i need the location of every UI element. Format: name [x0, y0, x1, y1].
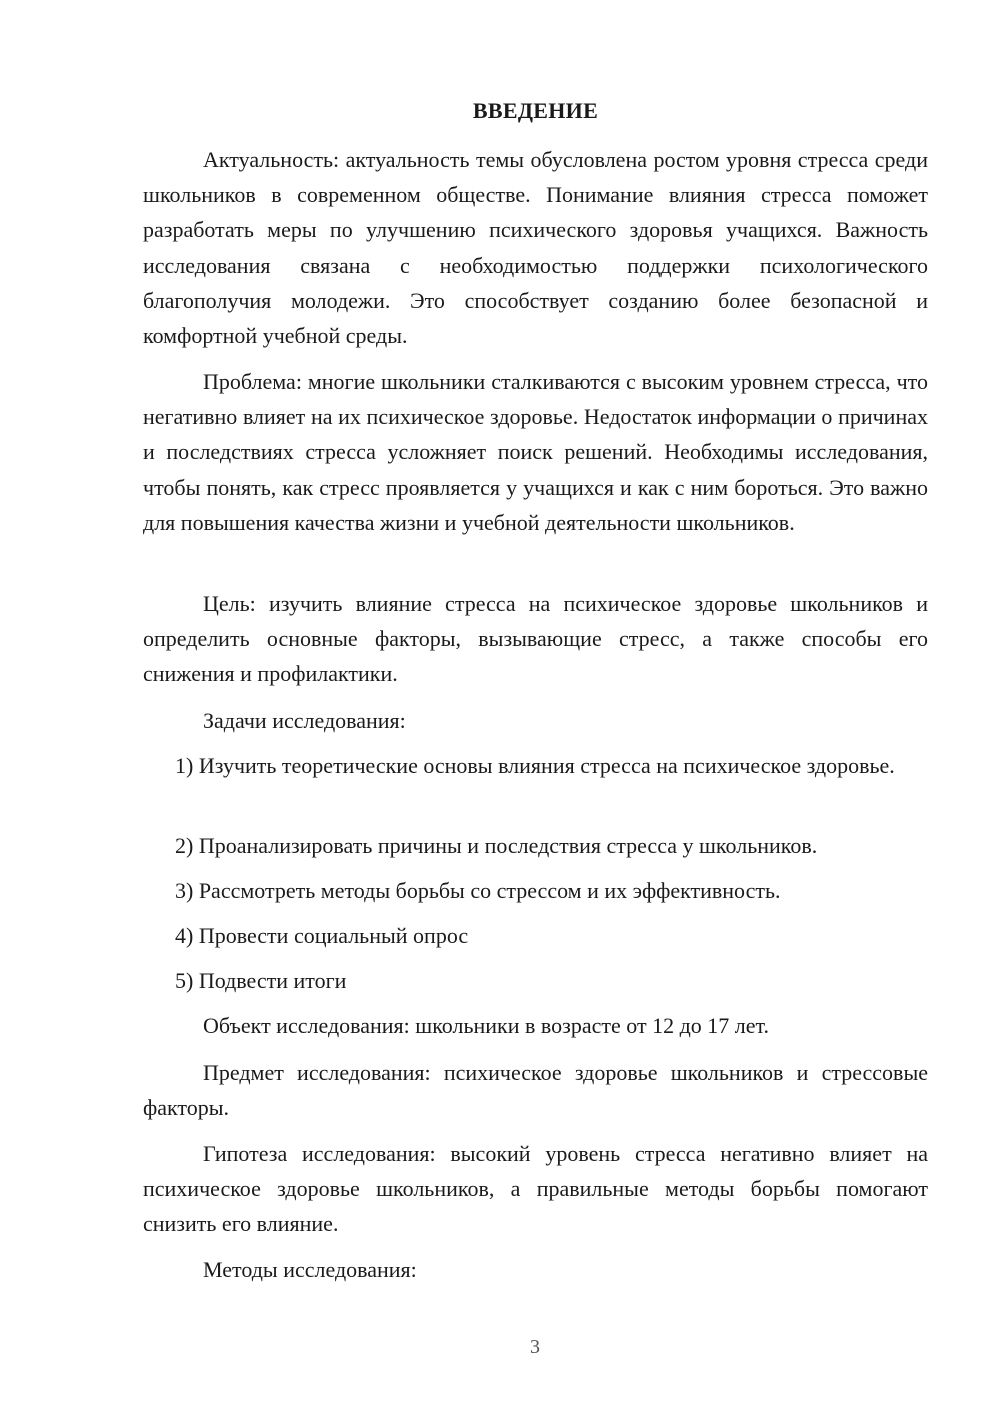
- hypothesis-paragraph: Гипотеза исследования: высокий уровень стресса негативно влияет на психическое здоровье школьников, а правильные методы борьбы помогают снизить его влияние.: [143, 1141, 928, 1237]
- subject-paragraph: Предмет исследования: психическое здоровье школьников и стрессовые факторы.: [143, 1060, 928, 1121]
- relevance-paragraph: Актуальность: актуальность темы обусловлена ростом уровня стресса среди школьников в современном обществе. Понимание влияния стресса поможет разработать меры по улучшению психического здоровья учащихся. Важность исследования связана с необходимостью поддержки психологического благополучия молодежи. Это способствует созданию более безопасной и комфортной учебной среды.: [143, 147, 928, 349]
- goal-paragraph: Цель: изучить влияние стресса на психическое здоровье школьников и определить основные факторы, вызывающие стресс, а также способы его снижения и профилактики.: [143, 591, 928, 687]
- task-item-1: 1) Изучить теоретические основы влияния стресса на психическое здоровье.: [175, 753, 895, 778]
- page-number: 3: [530, 1336, 540, 1358]
- task-item-3: 3) Рассмотреть методы борьбы со стрессом и их эффективность.: [175, 878, 781, 903]
- object-paragraph: Объект исследования: школьники в возрасте от 12 до 17 лет.: [203, 1013, 769, 1038]
- tasks-heading: Задачи исследования:: [203, 708, 406, 733]
- problem-paragraph: Проблема: многие школьники сталкиваются с высоким уровнем стресса, что негативно влияет на их психическое здоровье. Недостаток информации о причинах и последствиях стресса усложняет поиск решений. Необходимы исследования, чтобы понять, как стресс проявляется у учащихся и как с ним бороться. Это важно для повышения качества жизни и учебной деятельности школьников.: [143, 369, 928, 535]
- task-item-4: 4) Провести социальный опрос: [175, 923, 469, 948]
- task-item-2: 2) Проанализировать причины и последствия стресса у школьников.: [175, 833, 818, 858]
- methods-heading: Методы исследования:: [203, 1257, 417, 1282]
- page-title: ВВЕДЕНИЕ: [472, 98, 599, 123]
- task-item-5: 5) Подвести итоги: [175, 968, 347, 993]
